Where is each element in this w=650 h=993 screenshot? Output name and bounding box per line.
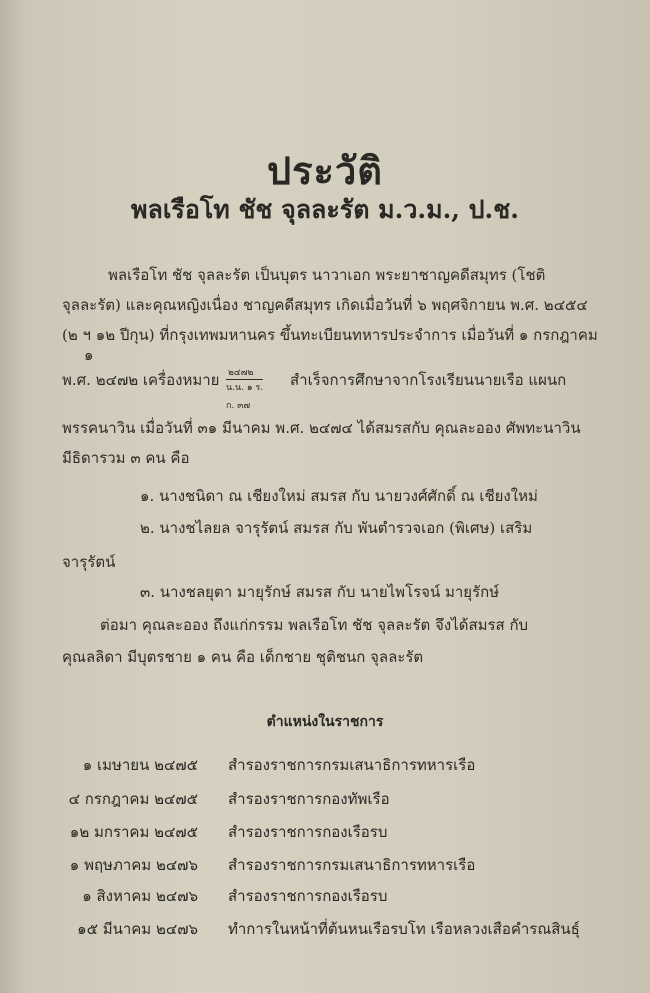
service-number-middle: น.น. ๑ ร. xyxy=(226,383,264,393)
bio-line: พลเรือโท ชัช จุลละรัต เป็นบุตร นาวาเอก พระยาชาญคดีสมุทร (โชติ xyxy=(108,266,546,284)
position-date: ๑๕ มีนาคม ๒๔๗๖ xyxy=(77,920,198,938)
bio-line: พรรคนาวิน เมื่อวันที่ ๓๑ มีนาคม พ.ศ. ๒๔๗๔ ได้สมรสกับ คุณละออง ศัพทะนาวิน xyxy=(62,419,581,437)
position-title: สำรองราชการกรมเสนาธิการทหารเรือ xyxy=(228,756,476,774)
child-line: ๒. นางชไลยล จารุรัตน์ สมรส กับ พันตำรวจเอก (พิเศษ) เสริม xyxy=(140,519,533,537)
bio-line: จุลละรัต) และคุณหญิงเนื่อง ชาญคดีสมุทร เกิดเมื่อวันที่ ๖ พฤศจิกายน พ.ศ. ๒๔๕๔ xyxy=(62,296,588,314)
position-title: สำรองราชการกองทัพเรือ xyxy=(228,790,390,808)
service-number-top: ๒๔๗๒ xyxy=(226,365,263,380)
page-subtitle: พลเรือโท ชัช จุลละรัต ม.ว.ม., ป.ช. xyxy=(131,195,519,224)
later-line: ต่อมา คุณละออง ถึงแก่กรรม พลเรือโท ชัช จุลละรัต จึงได้สมรส กับ xyxy=(100,616,529,634)
bio-line: สำเร็จการศึกษาจากโรงเรียนนายเรือ แผนก xyxy=(290,371,567,389)
child-line: ๑. นางชนิดา ณ เชียงใหม่ สมรส กับ นายวงศ์ศักดิ์ ณ เชียงใหม่ xyxy=(140,487,538,505)
later-line: คุณลลิดา มีบุตรชาย ๑ คน คือ เด็กชาย ชุติชนก จุลละรัต xyxy=(62,648,424,666)
child-line: ๓. นางชลยุตา มายุรักษ์ สมรส กับ นายไพโรจน์ มายุรักษ์ xyxy=(140,583,500,601)
section-title: ตำแหน่งในราชการ xyxy=(266,714,384,730)
position-title: สำรองราชการกองเรือรบ xyxy=(228,823,388,841)
position-date: ๑ เมษายน ๒๔๗๕ xyxy=(82,756,198,774)
service-number xyxy=(226,365,263,412)
service-number-bottom: ก. ๓๗ xyxy=(226,401,251,411)
page-title: ประวัติ xyxy=(267,148,383,193)
position-date: ๑ สิงหาคม ๒๔๗๖ xyxy=(82,887,198,905)
position-title: ทำการในหน้าที่ต้นหนเรือรบโท เรือหลวงเสือคำรณสินธุ์ xyxy=(228,920,580,938)
child-line: จารุรัตน์ xyxy=(62,553,116,571)
bio-line: ๑ xyxy=(84,346,94,364)
bio-line: มีธิดารวม ๓ คน คือ xyxy=(62,449,190,467)
bio-line: (๒ ฯ ๑๒ ปีกุน) ที่กรุงเทพมหานคร ขึ้นทะเบียนทหารประจำการ เมื่อวันที่ ๑ กรกฎาคม xyxy=(62,326,598,344)
position-date: ๑๒ มกราคม ๒๔๗๕ xyxy=(69,823,198,841)
bio-line: พ.ศ. ๒๔๗๒ เครื่องหมาย xyxy=(62,371,220,389)
position-title: สำรองราชการกรมเสนาธิการทหารเรือ xyxy=(228,856,476,874)
position-date: ๔ กรกฎาคม ๒๔๗๕ xyxy=(68,790,198,808)
position-title: สำรองราชการกองเรือรบ xyxy=(228,887,388,905)
position-date: ๑ พฤษภาคม ๒๔๗๖ xyxy=(69,856,198,874)
